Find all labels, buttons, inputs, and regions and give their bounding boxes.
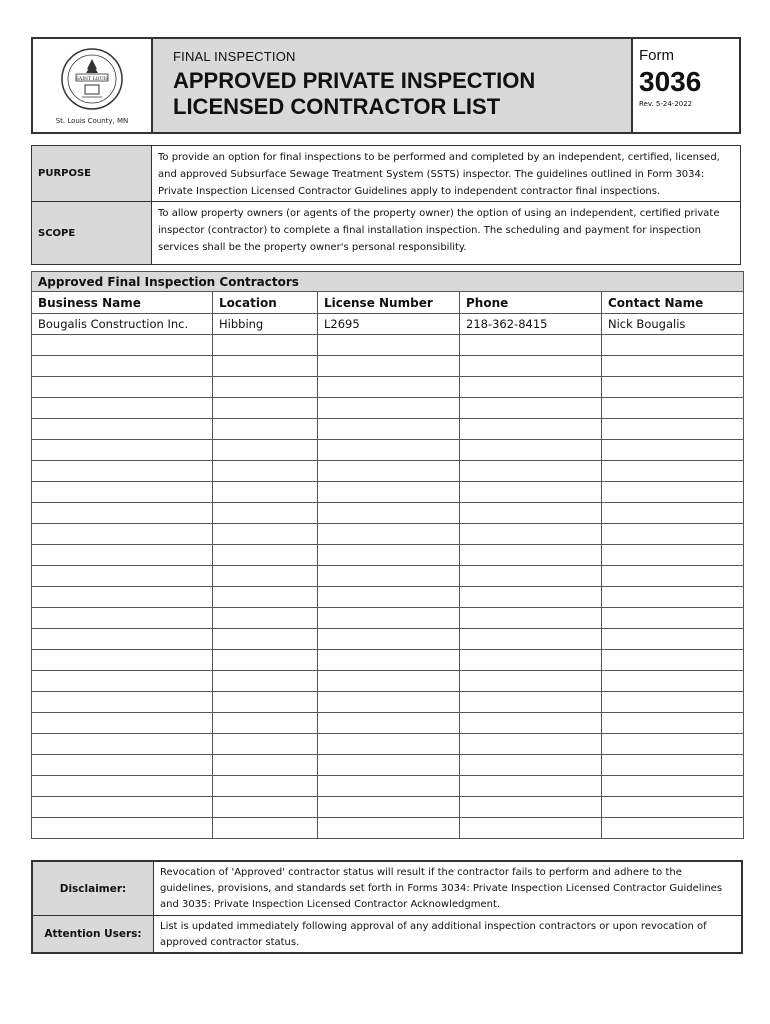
table-row xyxy=(32,440,744,461)
purpose-label: PURPOSE xyxy=(32,146,152,201)
cell-location xyxy=(213,650,318,671)
attention-text: List is updated immediately following approval of any additional inspection contractors or upon revocation of approved contractor status. xyxy=(160,921,707,948)
form-header xyxy=(31,37,741,134)
contractor-table xyxy=(31,271,744,839)
form-title xyxy=(173,68,611,120)
table-row xyxy=(32,650,744,671)
cell-location xyxy=(213,545,318,566)
cell-location xyxy=(213,503,318,524)
table-header-row xyxy=(32,292,744,314)
cell-license-number xyxy=(318,440,460,461)
table-row xyxy=(32,608,744,629)
cell-contact-name xyxy=(602,461,744,482)
cell-phone xyxy=(460,461,602,482)
cell-contact-name xyxy=(602,524,744,545)
header-license-number: License Number xyxy=(318,292,460,314)
cell-location xyxy=(213,566,318,587)
disclaimer-label: Disclaimer: xyxy=(33,862,154,915)
cell-license-number xyxy=(318,524,460,545)
contractor-rows xyxy=(32,314,744,839)
table-row xyxy=(32,713,744,734)
cell-phone xyxy=(460,797,602,818)
cell-location xyxy=(213,398,318,419)
cell-business-name xyxy=(32,524,213,545)
purpose-text: To provide an option for final inspections to be performed and completed by an independent, certified, licensed, and approved Subsurface Sewage Treatment System (SSTS) inspector. The guidelines outlined in Form 3034: Private Inspection Licensed Contractor Guidelines apply to independent contractor final inspections. xyxy=(158,152,720,197)
cell-license-number xyxy=(318,650,460,671)
table-row xyxy=(32,692,744,713)
cell-contact-name xyxy=(602,440,744,461)
logo-block xyxy=(33,39,153,132)
info-section xyxy=(31,145,741,265)
form-number: 3036 xyxy=(639,66,702,97)
cell-phone xyxy=(460,545,602,566)
table-row xyxy=(32,629,744,650)
table-row xyxy=(32,398,744,419)
cell-phone xyxy=(460,377,602,398)
cell-phone xyxy=(460,419,602,440)
cell-phone xyxy=(460,734,602,755)
title-line-2: LICENSED CONTRACTOR LIST xyxy=(173,94,501,119)
table-caption: Approved Final Inspection Contractors xyxy=(32,272,744,292)
table-row xyxy=(32,545,744,566)
cell-business-name xyxy=(32,818,213,839)
cell-business-name xyxy=(32,734,213,755)
cell-business-name xyxy=(32,713,213,734)
cell-license-number xyxy=(318,818,460,839)
cell-license-number xyxy=(318,503,460,524)
cell-license-number xyxy=(318,734,460,755)
cell-business-name xyxy=(32,650,213,671)
table-row xyxy=(32,356,744,377)
cell-location xyxy=(213,797,318,818)
cell-contact-name xyxy=(602,608,744,629)
scope-row xyxy=(32,202,740,264)
cell-business-name xyxy=(32,419,213,440)
svg-text:SAINT LOUIS: SAINT LOUIS xyxy=(75,76,109,82)
cell-contact-name xyxy=(602,503,744,524)
cell-location xyxy=(213,524,318,545)
cell-business-name xyxy=(32,608,213,629)
title-block xyxy=(153,39,633,132)
cell-business-name xyxy=(32,692,213,713)
cell-contact-name xyxy=(602,566,744,587)
attention-label: Attention Users: xyxy=(33,916,154,952)
cell-contact-name xyxy=(602,419,744,440)
cell-location xyxy=(213,335,318,356)
cell-business-name xyxy=(32,629,213,650)
cell-license-number xyxy=(318,671,460,692)
cell-phone xyxy=(460,524,602,545)
cell-location xyxy=(213,671,318,692)
header-business-name: Business Name xyxy=(32,292,213,314)
cell-location xyxy=(213,482,318,503)
cell-license-number xyxy=(318,692,460,713)
table-row xyxy=(32,734,744,755)
scope-label: SCOPE xyxy=(32,202,152,264)
cell-business-name xyxy=(32,482,213,503)
cell-contact-name xyxy=(602,587,744,608)
cell-license-number xyxy=(318,398,460,419)
cell-license-number xyxy=(318,545,460,566)
cell-license-number xyxy=(318,608,460,629)
cell-phone xyxy=(460,692,602,713)
revision-date: Rev. 5-24-2022 xyxy=(639,100,693,108)
cell-phone xyxy=(460,713,602,734)
cell-business-name xyxy=(32,671,213,692)
cell-location xyxy=(213,419,318,440)
form-number-block xyxy=(633,39,739,132)
cell-business-name xyxy=(32,335,213,356)
cell-business-name xyxy=(32,545,213,566)
cell-location xyxy=(213,755,318,776)
header-contact-name: Contact Name xyxy=(602,292,744,314)
cell-location xyxy=(213,692,318,713)
cell-phone xyxy=(460,629,602,650)
cell-contact-name xyxy=(602,629,744,650)
cell-location xyxy=(213,587,318,608)
cell-license-number xyxy=(318,356,460,377)
cell-phone xyxy=(460,503,602,524)
cell-license-number xyxy=(318,713,460,734)
disclaimer-text: Revocation of 'Approved' contractor status will result if the contractor fails to perform and adhere to the guidelines, provisions, and standards set forth in Forms 3034: Private Inspection Licensed Contractor Guidelines and 3035: Private Inspection Licensed Contractor Acknowledgment. xyxy=(160,867,723,910)
cell-phone xyxy=(460,356,602,377)
cell-contact-name xyxy=(602,482,744,503)
cell-business-name xyxy=(32,461,213,482)
table-row xyxy=(32,671,744,692)
cell-contact-name xyxy=(602,335,744,356)
cell-business-name: Bougalis Construction Inc. xyxy=(32,314,213,335)
cell-phone xyxy=(460,587,602,608)
cell-location xyxy=(213,818,318,839)
disclaimer-row xyxy=(33,862,741,916)
cell-license-number xyxy=(318,335,460,356)
cell-contact-name xyxy=(602,776,744,797)
header-location: Location xyxy=(213,292,318,314)
cell-location xyxy=(213,356,318,377)
cell-contact-name xyxy=(602,356,744,377)
cell-contact-name xyxy=(602,377,744,398)
cell-contact-name xyxy=(602,545,744,566)
cell-location xyxy=(213,461,318,482)
cell-phone xyxy=(460,671,602,692)
cell-license-number xyxy=(318,797,460,818)
table-row xyxy=(32,797,744,818)
cell-contact-name xyxy=(602,713,744,734)
purpose-row xyxy=(32,146,740,202)
cell-phone xyxy=(460,335,602,356)
cell-location xyxy=(213,608,318,629)
cell-license-number xyxy=(318,566,460,587)
cell-license-number xyxy=(318,419,460,440)
attention-row xyxy=(33,916,741,952)
title-line-1: APPROVED PRIVATE INSPECTION xyxy=(173,68,536,93)
form-kicker: FINAL INSPECTION xyxy=(173,49,296,64)
cell-contact-name: Nick Bougalis xyxy=(602,314,744,335)
cell-location xyxy=(213,734,318,755)
table-row xyxy=(32,755,744,776)
cell-business-name xyxy=(32,755,213,776)
cell-license-number xyxy=(318,629,460,650)
cell-contact-name xyxy=(602,650,744,671)
table-row xyxy=(32,419,744,440)
cell-business-name xyxy=(32,587,213,608)
cell-contact-name xyxy=(602,797,744,818)
cell-phone: 218-362-8415 xyxy=(460,314,602,335)
cell-contact-name xyxy=(602,671,744,692)
table-row xyxy=(32,482,744,503)
table-caption-row xyxy=(32,272,744,292)
cell-location xyxy=(213,377,318,398)
cell-license-number xyxy=(318,755,460,776)
cell-phone xyxy=(460,755,602,776)
cell-contact-name xyxy=(602,818,744,839)
cell-contact-name xyxy=(602,398,744,419)
cell-business-name xyxy=(32,503,213,524)
cell-phone xyxy=(460,566,602,587)
table-row xyxy=(32,776,744,797)
cell-phone xyxy=(460,818,602,839)
cell-license-number: L2695 xyxy=(318,314,460,335)
county-seal-icon xyxy=(60,47,124,111)
table-row xyxy=(32,335,744,356)
cell-contact-name xyxy=(602,692,744,713)
scope-text: To allow property owners (or agents of the property owner) the option of using an independent, certified private inspector (contractor) to complete a final installation inspection. The scheduling and payment for inspection services shall be the property owner's personal responsibility. xyxy=(158,208,720,253)
table-row xyxy=(32,314,744,335)
disclaimer-section xyxy=(31,860,743,954)
cell-phone xyxy=(460,776,602,797)
cell-license-number xyxy=(318,482,460,503)
header-phone: Phone xyxy=(460,292,602,314)
cell-license-number xyxy=(318,377,460,398)
cell-business-name xyxy=(32,797,213,818)
cell-phone xyxy=(460,440,602,461)
cell-license-number xyxy=(318,587,460,608)
cell-business-name xyxy=(32,776,213,797)
cell-phone xyxy=(460,482,602,503)
cell-business-name xyxy=(32,398,213,419)
cell-business-name xyxy=(32,566,213,587)
cell-business-name xyxy=(32,356,213,377)
cell-location xyxy=(213,629,318,650)
cell-location xyxy=(213,713,318,734)
cell-business-name xyxy=(32,440,213,461)
cell-phone xyxy=(460,608,602,629)
table-row xyxy=(32,377,744,398)
table-row xyxy=(32,566,744,587)
cell-phone xyxy=(460,398,602,419)
cell-license-number xyxy=(318,776,460,797)
cell-location: Hibbing xyxy=(213,314,318,335)
cell-location xyxy=(213,776,318,797)
county-label: St. Louis County, MN xyxy=(55,117,129,125)
cell-contact-name xyxy=(602,734,744,755)
table-row xyxy=(32,461,744,482)
form-label: Form xyxy=(639,47,674,64)
cell-phone xyxy=(460,650,602,671)
table-row xyxy=(32,524,744,545)
cell-contact-name xyxy=(602,755,744,776)
table-row xyxy=(32,818,744,839)
cell-license-number xyxy=(318,461,460,482)
cell-location xyxy=(213,440,318,461)
table-row xyxy=(32,587,744,608)
table-row xyxy=(32,503,744,524)
cell-business-name xyxy=(32,377,213,398)
